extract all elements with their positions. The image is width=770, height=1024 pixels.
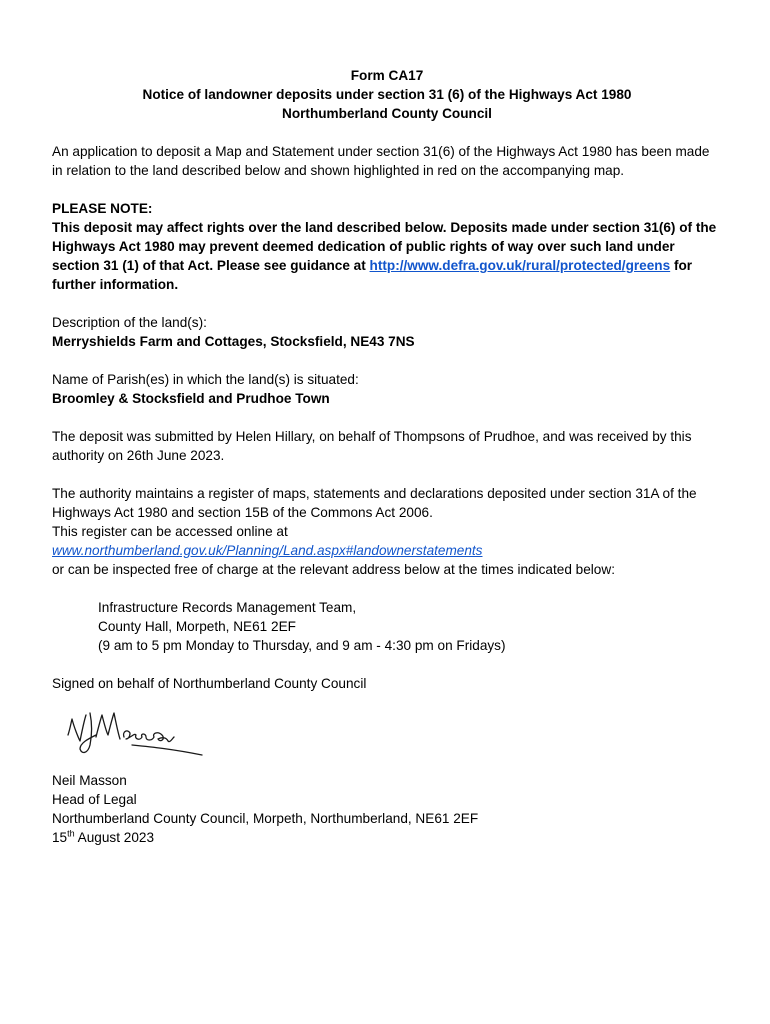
- form-id: Form CA17: [350, 68, 424, 83]
- note-paragraph: [52, 218, 722, 294]
- date-suffix: th: [67, 828, 75, 839]
- date-day: 15: [52, 830, 68, 845]
- address-location: County Hall, Morpeth, NE61 2EF: [98, 619, 296, 634]
- signed-on-behalf: Signed on behalf of Northumberland County Council: [52, 676, 367, 691]
- signatory-name: Neil Masson: [52, 773, 127, 788]
- register-paragraph: The authority maintains a register of maps, statements and declarations deposited under section 31A of the Highways Act 1980 and section 15B of the Commons Act 2006.: [52, 486, 697, 520]
- land-value: Merryshields Farm and Cottages, Stocksfield, NE43 7NS: [52, 334, 415, 349]
- parish-value: Broomley & Stocksfield and Prudhoe Town: [52, 391, 330, 406]
- address-team: Infrastructure Records Management Team,: [98, 600, 357, 615]
- submission-paragraph: The deposit was submitted by Helen Hillary, on behalf of Thompsons of Prudhoe, and was received by this authority on 26th June 2023.: [52, 429, 692, 463]
- address-block: [52, 598, 722, 655]
- register-inspect-line: or can be inspected free of charge at the relevant address below at the times indicated below:: [52, 562, 615, 577]
- signature: [52, 693, 722, 771]
- notice-title: Notice of landowner deposits under section 31 (6) of the Highways Act 1980: [142, 87, 632, 102]
- defra-guidance-link[interactable]: http://www.defra.gov.uk/rural/protected/greens: [369, 258, 671, 273]
- document-page: [52, 66, 722, 847]
- address-hours: (9 am to 5 pm Monday to Thursday, and 9 am - 4:30 pm on Fridays): [98, 638, 506, 653]
- intro-paragraph: An application to deposit a Map and Statement under section 31(6) of the Highways Act 1980 has been made in relation to the land described below and shown highlighted in red on the accompanying map.: [52, 144, 710, 178]
- note-body: This deposit may affect rights over the land described below. Deposits made under section 31(6) of the Highways Act 1980 may prevent deemed dedication of public rights of way over such land under section 31 (1) of that Act. Please see guidance at: [52, 220, 717, 273]
- note-tail: for further information.: [52, 258, 693, 292]
- register-access-line: This register can be accessed online at: [52, 524, 288, 539]
- land-label: Description of the land(s):: [52, 315, 207, 330]
- register-link[interactable]: www.northumberland.gov.uk/Planning/Land.aspx#landownerstatements: [52, 543, 483, 558]
- signature-image: [62, 701, 222, 771]
- signature-date: [52, 828, 722, 847]
- signatory-role: Head of Legal: [52, 792, 137, 807]
- parish-label: Name of Parish(es) in which the land(s) is situated:: [52, 372, 359, 387]
- council-name: Northumberland County Council: [282, 106, 492, 121]
- note-heading: PLEASE NOTE:: [52, 201, 153, 216]
- signatory-organisation: Northumberland County Council, Morpeth, Northumberland, NE61 2EF: [52, 811, 479, 826]
- date-rest: August 2023: [74, 830, 155, 845]
